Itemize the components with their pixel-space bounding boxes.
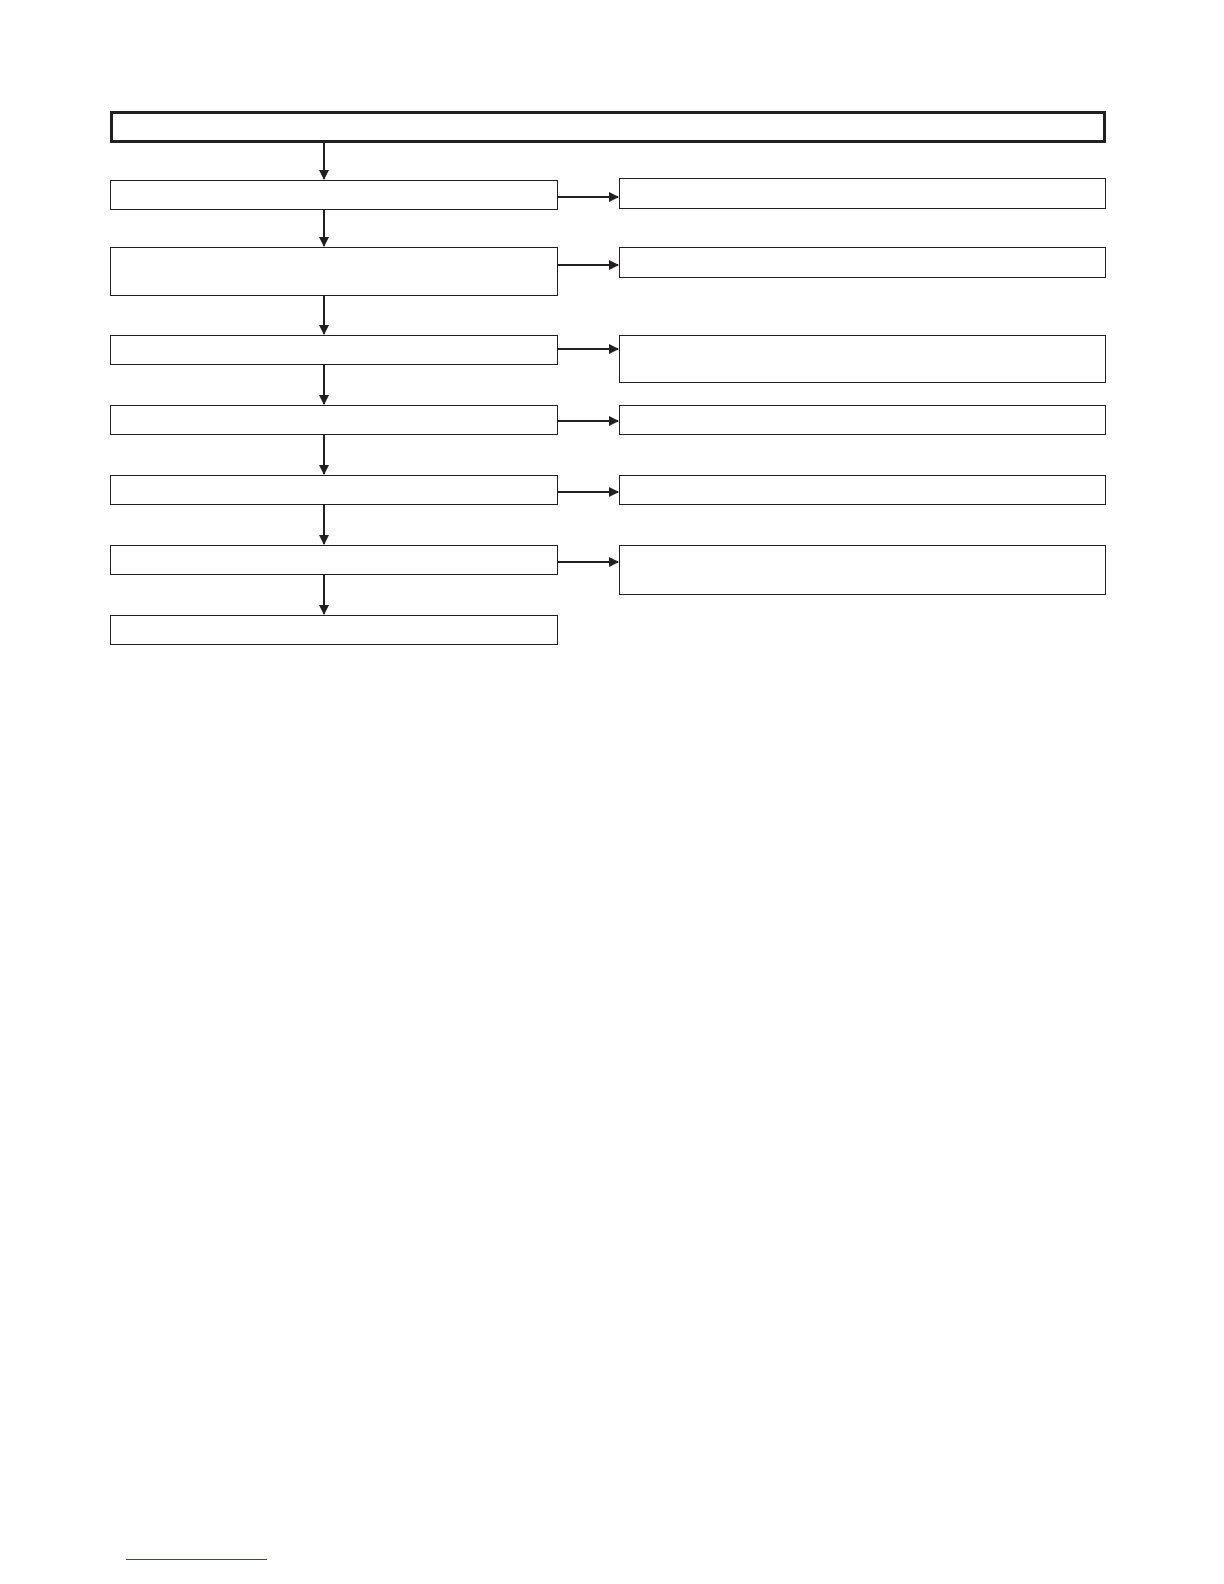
footer-rule [126,1559,267,1560]
